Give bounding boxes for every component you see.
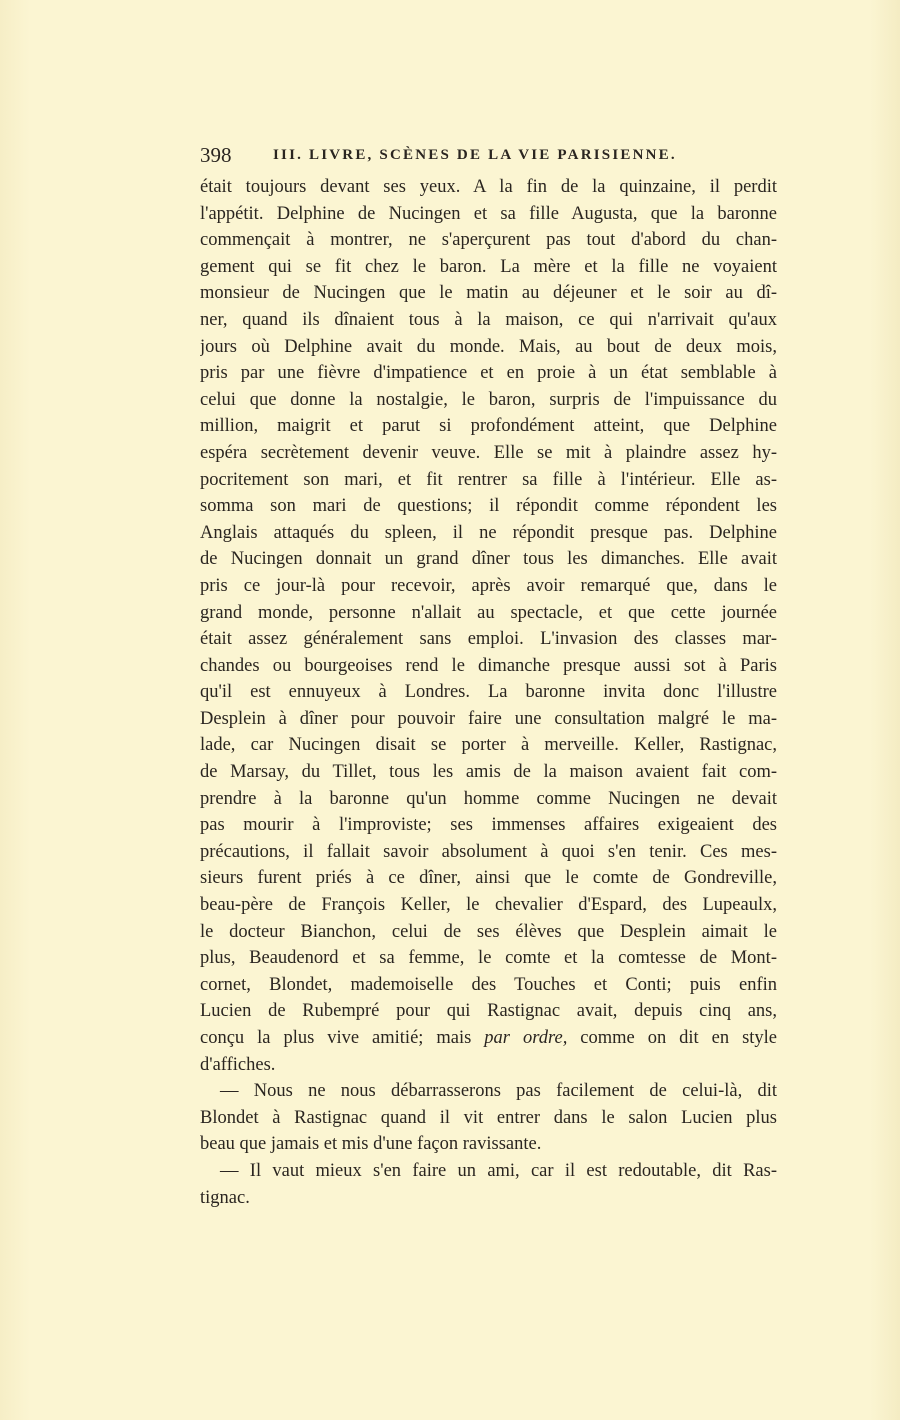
body-text — [200, 174, 777, 1211]
italic-phrase: par ordre, — [484, 1028, 568, 1048]
text-line: de Marsay, du Tillet, tous les amis de la maison avaient fait com- — [200, 762, 777, 783]
text-line: chandes ou bourgeoises rend le dimanche presque aussi sot à Paris — [200, 655, 777, 676]
text-line: Blondet à Rastignac quand il vit entrer dans le salon Lucien plus — [200, 1107, 777, 1128]
text-line: le docteur Bianchon, celui de ses élèves que Desplein aimait le — [200, 921, 777, 942]
text-line: Anglais attaqués du spleen, il ne répondit presque pas. Delphine — [200, 522, 777, 543]
text-line: grand monde, personne n'allait au spectacle, et que cette journée — [200, 602, 777, 623]
text-line: sieurs furent priés à ce dîner, ainsi que le comte de Gondreville, — [200, 868, 777, 889]
text-line: commençait à montrer, ne s'aperçurent pas tout d'abord du chan- — [200, 230, 777, 251]
text-line: était assez généralement sans emploi. L'invasion des classes mar- — [200, 629, 777, 650]
text-line: pris ce jour-là pour recevoir, après avoir remarqué que, dans le — [200, 575, 777, 596]
text-span: conçu la plus vive amitié; mais — [200, 1028, 485, 1048]
running-title: III. LIVRE, SCÈNES DE LA VIE PARISIENNE. — [273, 147, 677, 163]
text-line: ner, quand ils dînaient tous à la maison, ce qui n'arrivait qu'aux — [200, 309, 777, 330]
paragraph-end-line: beau que jamais et mis d'une façon ravissante. — [200, 1134, 542, 1155]
text-line: monsieur de Nucingen que le matin au déjeuner et le soir au dî- — [200, 283, 777, 304]
text-line: million, maigrit et parut si profondément atteint, que Delphine — [200, 416, 777, 437]
paragraph-end-line: d'affiches. — [200, 1054, 276, 1075]
text-line: prendre à la baronne qu'un homme comme Nucingen ne devait — [200, 788, 777, 809]
paragraph-end-line: tignac. — [200, 1187, 250, 1208]
page-number: 398 — [200, 143, 232, 167]
text-line: l'appétit. Delphine de Nucingen et sa fille Augusta, que la baronne — [200, 203, 777, 224]
text-line: Desplein à dîner pour pouvoir faire une consultation malgré le ma- — [200, 708, 777, 729]
text-line: précautions, il fallait savoir absolument à quoi s'en tenir. Ces mes- — [200, 841, 777, 862]
text-line: qu'il est ennuyeux à Londres. La baronne invita donc l'illustre — [200, 682, 777, 703]
text-line — [200, 1025, 777, 1052]
text-line: celui que donne la nostalgie, le baron, surpris de l'impuissance du — [200, 389, 777, 410]
text-line: plus, Beaudenord et sa femme, le comte et la comtesse de Mont- — [200, 948, 777, 969]
text-line: beau-père de François Keller, le chevalier d'Espard, des Lupeaulx, — [200, 895, 777, 916]
text-line: était toujours devant ses yeux. A la fin de la quinzaine, il perdit — [200, 177, 777, 197]
text-span: comme on dit en style — [567, 1028, 777, 1048]
text-line: Lucien de Rubempré pour qui Rastignac avait, depuis cinq ans, — [200, 1001, 777, 1022]
text-line: cornet, Blondet, mademoiselle des Touches et Conti; puis enfin — [200, 974, 777, 995]
text-line: lade, car Nucingen disait se porter à merveille. Keller, Rastignac, — [200, 735, 777, 756]
text-line: de Nucingen donnait un grand dîner tous les dimanches. Elle avait — [200, 549, 777, 570]
dialogue-line: — Il vaut mieux s'en faire un ami, car il est redoutable, dit Ras- — [220, 1160, 777, 1181]
text-line: espéra secrètement devenir veuve. Elle se mit à plaindre assez hy- — [200, 442, 777, 463]
text-line: somma son mari de questions; il répondit comme répondent les — [200, 496, 777, 517]
text-line: pris par une fièvre d'impatience et en proie à un état semblable à — [200, 363, 777, 384]
text-line: gement qui se fit chez le baron. La mère et la fille ne voyaient — [200, 256, 777, 277]
dialogue-line: — Nous ne nous débarrasserons pas facilement de celui-là, dit — [220, 1081, 777, 1102]
page-header — [200, 143, 780, 169]
text-line: jours où Delphine avait du monde. Mais, au bout de deux mois, — [200, 336, 777, 357]
text-line: pocritement son mari, et fit rentrer sa fille à l'intérieur. Elle as- — [200, 469, 777, 490]
text-line: pas mourir à l'improviste; ses immenses affaires exigeaient des — [200, 815, 777, 836]
